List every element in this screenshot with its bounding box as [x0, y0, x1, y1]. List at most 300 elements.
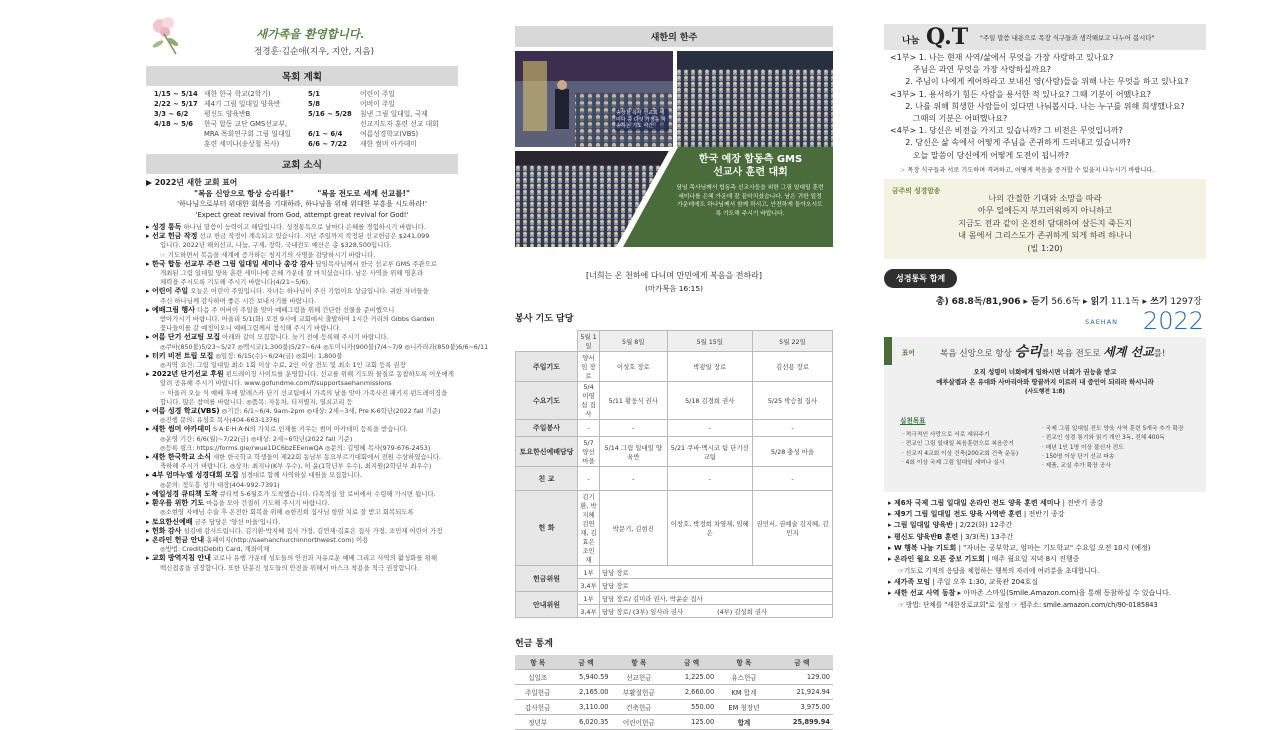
- stats-cell: 정년부: [515, 715, 560, 730]
- team-text-a: 담당 장로/ 김미라 권사, 박윤순 집사: [602, 594, 703, 603]
- qt-line: <4부> 1. 당신은 비전을 가지고 있습니까? 그 비전은 무엇입니까?: [890, 126, 1123, 136]
- plan-item: 훈련 세미나(송상철 목사): [204, 140, 280, 148]
- service-date: 5월 22일: [752, 331, 832, 352]
- qt-line: 오늘 말씀이 당신에게 어떻게 도전이 됩니까?: [890, 150, 1069, 160]
- reading-write-label: ▸ 쓰기: [1142, 296, 1168, 307]
- plan-item: 선교지도자 훈련 선교 대회: [360, 120, 439, 128]
- news-item: [146, 223, 458, 232]
- practice-title: 실천목표: [900, 416, 926, 425]
- plan-row: [154, 89, 458, 99]
- year-row: [884, 306, 1206, 335]
- verse-ref: (마가복음 16:15): [645, 284, 703, 293]
- news-item: [146, 398, 458, 407]
- news-item: [146, 536, 458, 545]
- news-heading: ▸ 어린이 주일: [146, 287, 189, 296]
- memory-line: (빌 1:20): [1027, 242, 1063, 253]
- news-text: ☞ 기도하면서 복음을 세계에 증거하는 청지기의 사명을 감당하시기 바랍니다.: [160, 250, 376, 259]
- stats-cell: 129.00: [771, 670, 833, 685]
- plan-item: 평신도 양육반B: [204, 110, 251, 118]
- announcement-text: | 2/22(화) 12주간: [955, 521, 1013, 530]
- news-item: [146, 306, 458, 315]
- news-text: ◎쿠바(850불)5/23~5/27 ◎멕시코(1,300불)5/27~6/4 ◎도미니카(900불)7/4~7/9 ◎니카라과(850불)6/6~6/11: [160, 342, 489, 351]
- news-item: [146, 545, 458, 554]
- stats-row: [515, 700, 833, 715]
- service-cell: -: [752, 420, 832, 437]
- motto-win: 승리: [1014, 343, 1042, 360]
- plan-date: 5/16 ~ 5/28: [308, 110, 352, 118]
- announcement-item: [888, 543, 1206, 554]
- service-cell: 박광일 장로: [667, 352, 752, 382]
- practice-item: · 매년 1인 1명 이상 불신자 전도: [1042, 444, 1124, 451]
- service-label: 주일봉사: [516, 420, 578, 437]
- news-item: [146, 564, 458, 573]
- news-item: [146, 435, 458, 444]
- practice-item: · 제품, 교실 추가 확장 공사: [1042, 463, 1111, 470]
- service-cell: -: [600, 420, 668, 437]
- news-text: ☞ 아울러 오늘 식 예배 후에 알래스카 단기 선교팀에서 가족의 날을 맞아 가족사진 패키지 펀드레이징을: [160, 388, 448, 397]
- news-text: ◎기간: 6/1~6/4, 9am-2pm ◎대상: 2세~3세, Pre K-6학년(2022 fall 기준): [221, 407, 441, 416]
- welcome-block: [146, 0, 458, 62]
- service-cell: 이창호, 박정희 차영재, 임혜은: [667, 491, 752, 566]
- news-item: [146, 444, 458, 453]
- announcement-text: | "자녀는 공부학교, 엄마는 기도학교" 수요일 오전 10시 (예정): [958, 544, 1151, 553]
- motto-ref: (사도행전 1:8): [1024, 388, 1066, 395]
- motto-a: 복음 신앙으로 항상: [940, 348, 1012, 359]
- news-text: 펀드레이징 사이트를 운영합니다. 선교를 위해 기도와 물질로 동참하도록 이웃에게: [225, 370, 454, 379]
- photo-collage: [515, 51, 833, 247]
- service-cell: 박문기, 김현진: [600, 491, 668, 566]
- news-heading: ▸ 예배그림 행사: [146, 305, 195, 314]
- team-label: 헌금위원: [516, 566, 578, 592]
- service-cell: -: [667, 420, 752, 437]
- plan-item: MRA 목회연구회 그림 일대일: [204, 130, 292, 138]
- news-item: [146, 389, 458, 398]
- team-row: [516, 566, 833, 579]
- announcement-item: [888, 566, 1206, 577]
- news-text: 큐티책 5-6월호가 도착했습니다. 다목적실 앞 로비에서 수령해 가시면 됩니다.: [219, 489, 436, 498]
- stats-header: 항 목: [515, 655, 560, 670]
- service-cell: -: [600, 467, 668, 491]
- news-text: 새한 한국학교 학생들이 제22회 동남부 동요부르기대회에서 전원 수상하였습니다.: [212, 453, 442, 462]
- qt-line: 주님은 과연 무엇을 가장 사랑하실까요?: [890, 65, 1051, 75]
- plan-row: [154, 99, 458, 109]
- stats-row: [515, 715, 833, 730]
- news-item: [146, 241, 458, 250]
- welcome-names: 정경훈·김순애(지우, 지안, 지음): [254, 47, 374, 57]
- plan-item: 새한 한국 학교(2학기): [204, 90, 271, 98]
- service-cell: -: [667, 467, 752, 491]
- flower-icon: [146, 14, 186, 58]
- service-cell: 5/4 이영섭 집사: [578, 382, 600, 420]
- column-middle: [515, 0, 833, 727]
- news-item: [146, 251, 458, 260]
- service-row: [516, 437, 833, 467]
- memory-line: 지금도 전과 같이 온전히 담대하여 살든지 죽든지: [958, 217, 1132, 228]
- plan-date: 1/15 ~ 5/14: [154, 90, 198, 98]
- motto-tag: 표어: [902, 348, 915, 357]
- announcement-item: [888, 532, 1206, 543]
- service-cell: 5/28 충성 마을: [752, 437, 832, 467]
- news-text: ◎일정: 6/15(수)~6/24(금) ◎회비: 1,800불: [215, 351, 343, 360]
- news-text: 개최된 그림 일대일 양육 훈련 세미나에 은혜 가운데 잘 마치셨습니다. 남은 사역을 위해 영혼과: [160, 269, 424, 278]
- news-heading: ▸ 예일성경 큐티책 도착: [146, 489, 218, 498]
- news-item: [146, 508, 458, 517]
- practice-item: · 전교인 성경 통기와 읽기 개인 3독, 전체 400독: [1042, 435, 1165, 442]
- motto-c: 를!: [1153, 348, 1166, 359]
- plan-date: 6/6 ~ 7/22: [308, 140, 348, 148]
- announcement-heading: ▸ W 행복 나눔 기도회: [888, 544, 957, 553]
- announcement-text: ☞기도로 기적의 응답을 체험하는 행복의 자리에 여러분을 초대합니다.: [898, 566, 1100, 575]
- qt-line: 그때의 기분은 어떠했나요?: [890, 114, 1008, 124]
- stats-cell: 3,110.00: [560, 700, 611, 715]
- stats-cell: 합계: [717, 715, 770, 730]
- motto-verse2: 예루살렘과 온 유대와 사마리아와 땅끝까지 이르러 내 증인이 되리라 하시니라: [936, 377, 1154, 386]
- verse-text: [너희는 온 천하에 다니며 만민에게 복음을 전하라]: [585, 271, 763, 280]
- news-item: [146, 481, 458, 490]
- reading-read-label: ▸ 읽기: [1082, 296, 1108, 307]
- stats-cell: 건축헌금: [612, 700, 667, 715]
- motto-box: [884, 337, 1206, 492]
- news-text: 백신접종을 권장합니다. 또한 단분진 성도들의 안전을 위해서 마스크 착용을 적극 권장합니다.: [160, 563, 419, 572]
- news-text: 하나님 말씀이 능력이고 해답입니다. 성경통독으로 날마다 은혜를 경험하시기 바랍니다.: [183, 223, 427, 231]
- motto-verse: [884, 367, 1206, 397]
- news-heading: ▸ 교회 방역지침 안내: [146, 554, 211, 563]
- stats-header: 금 액: [560, 655, 611, 670]
- news-text: 선교 헌금 작정이 계속되고 있습니다. 지난 주일까지 작정된 선교헌금은 $241,099: [199, 232, 430, 241]
- plan-date: [154, 139, 204, 149]
- qt-line: 2. 주님이 나에게 케어하라고 보내신 영(사람)들을 위해 나는 무엇을 하고 있나요?: [890, 77, 1189, 87]
- service-cell: -: [578, 467, 600, 491]
- news-heading: ▸ 새한 썸머 아카데미: [146, 425, 211, 434]
- reading-write: 1297장: [1170, 296, 1202, 307]
- practice-item: · 국제 그림 일대일 전도 양육 사역 훈련 5개국 추가 확장: [1042, 425, 1184, 432]
- service-label: 수요기도: [516, 382, 578, 420]
- team-text-b: (4부) 김성희 권사: [717, 607, 768, 616]
- stats-cell: 주일헌금: [515, 685, 560, 700]
- news-item: [146, 287, 458, 296]
- news-item: [146, 269, 458, 278]
- plan-date: 5/8: [308, 100, 320, 108]
- team-text: [600, 566, 833, 579]
- stats-row: [515, 670, 833, 685]
- service-header-row: [516, 331, 833, 352]
- year-number: 2022: [1142, 306, 1204, 335]
- service-corner: [516, 331, 578, 352]
- service-date: 5월 15일: [667, 331, 752, 352]
- service-cell: 5/21 쿠바·멕시코 팀 단기선교팀: [667, 437, 752, 467]
- service-cell: -: [752, 467, 832, 491]
- reading-listen: 56.6독: [1051, 296, 1081, 307]
- announcement-item: [888, 554, 1206, 565]
- news-text: 코로나 유행 가운데 성도들의 안전과 자유로운 예배 그리고 사역의 활성화를 위해: [212, 554, 438, 563]
- service-title: 봉사 기도 담당: [515, 314, 574, 324]
- practice-right: [1042, 425, 1204, 472]
- news-title: 교회 소식: [146, 154, 458, 174]
- news-item: [146, 527, 458, 536]
- theme-line1a: "복음 신앙으로 항상 승리를!": [194, 189, 294, 198]
- news-text: 주신 하나님께 감사하며 좋은 시간 보내시기를 바랍니다.: [160, 296, 317, 305]
- stats-cell: 25,899.94: [771, 715, 833, 730]
- news-heading: ▸ 한국 합동 선교부 주관 그림 일대일 세미나 총강 감사: [146, 259, 314, 268]
- news-item: [146, 471, 458, 480]
- announcement-item: [888, 577, 1206, 588]
- theme-line1b: "복음 전도로 세계 선교를!": [317, 189, 410, 198]
- column-right: [884, 0, 1206, 699]
- team-text-a: 담당 장로/ (3부) 임사라 권사: [602, 607, 684, 616]
- qt-questions: [884, 52, 1206, 162]
- motto-verse1: 오직 성령이 너희에게 임하시면 너희가 권능을 받고: [973, 367, 1117, 376]
- news-item: [146, 260, 458, 269]
- service-label: 친 교: [516, 467, 578, 491]
- team-row: [516, 592, 833, 605]
- service-cell: -: [578, 420, 600, 437]
- news-heading: ▸ 환우를 위한 기도: [146, 499, 205, 508]
- year-label: SAEHAN: [1085, 317, 1118, 326]
- announcement-heading: ▸ 제6차 국제 그림 일대일 온라인 전도 양육 훈련 세미나: [888, 498, 1061, 507]
- announcement-heading: ▸ 제9기 그림 일대일 전도 양육 사역반 훈련: [888, 510, 1022, 519]
- stats-cell: 2,660.00: [666, 685, 717, 700]
- qt-line: <3부> 1. 용서하기 힘든 사람을 용서한 적 있나요? 그때 기분이 어땠나요?: [890, 89, 1151, 99]
- team-part: 3,4부: [578, 579, 600, 592]
- practice-item: · 4회 이상 국제 그림 일대일 세미나 실시: [902, 460, 1005, 467]
- service-cell: 김선용 장로: [752, 352, 832, 382]
- news-heading: ▸ 토요한신예배: [146, 517, 193, 526]
- stats-cell: 550.00: [666, 700, 717, 715]
- service-label: 헌 화: [516, 491, 578, 566]
- stats-cell: 6,020.35: [560, 715, 611, 730]
- stats-cell: 5,940.59: [560, 670, 611, 685]
- news-heading: ▸ 4부 엄마누엘 성경대회 모집: [146, 471, 239, 480]
- news-text: ◎문의: 정도흥 성가 대장(404-992-7391): [160, 480, 280, 489]
- news-item: [146, 490, 458, 499]
- service-cell: 5/11 황웅식 권사: [600, 382, 668, 420]
- stats-cell: 감사헌금: [515, 700, 560, 715]
- plan-item: 제4기 그림 일대일 양육반: [204, 100, 281, 108]
- stats-cell: 선교헌금: [612, 670, 667, 685]
- stats-cell: 1,225.00: [666, 670, 717, 685]
- news-item: [146, 554, 458, 563]
- team-text: [600, 579, 833, 592]
- plan-row: [154, 129, 458, 139]
- theme-heading: ▶ 2022년 새한 교회 표어: [146, 178, 238, 187]
- welcome-title: 새가족을 환영합니다.: [256, 27, 364, 41]
- qt-note: ☞ 목장 식구들과 서로 기도하며 격려하고, 어떻게 복음을 증거할 수 있을지 나누시기 바랍니다.: [900, 166, 1155, 174]
- plan-date: 5/1: [308, 90, 320, 98]
- news-heading: ▸ 터키 비전 트립 모집: [146, 351, 214, 360]
- announcement-item: [888, 498, 1206, 509]
- qt-line: 2. 나를 위해 희생한 사람들이 있다면 나눠봅시다. 나는 누구를 위해 희생했나요?: [890, 101, 1185, 111]
- reading-stats: [884, 294, 1206, 307]
- service-cell: 김기환, 박지혜 김연재, 김효은 조민재: [578, 491, 600, 566]
- practice-item: · 150명 이상 단기 선교 파송: [1042, 454, 1115, 461]
- theme-block: [146, 177, 458, 221]
- news-text: 받아가시기 바랍니다. 어울리 5/1(화) 오전 9시에 교회에서 출발하여 1시간 거리의 Gibbs Garden: [160, 315, 435, 324]
- news-item: [146, 425, 458, 434]
- team-label: 안내위원: [516, 592, 578, 618]
- qt-line: 2. 당신은 삶 속에서 어떻게 주님을 존귀하게 드러내고 있습니까?: [890, 138, 1131, 148]
- verse-block: [515, 269, 833, 295]
- service-table: [515, 330, 833, 618]
- news-text: 다음 주 어버이 주일을 맞아 예배그림을 위해 간단한 선물을 준비했으니: [197, 305, 395, 314]
- photo-title: 새한의 한주: [515, 26, 833, 47]
- announcement-list: [884, 498, 1206, 611]
- practice-item: · 전교인 그림 일대일 복음훈련으로 복음증거: [902, 441, 1014, 448]
- stats-header: 항 목: [717, 655, 770, 670]
- news-item: [146, 379, 458, 388]
- announcement-item: [888, 509, 1206, 520]
- qt-line: <1부> 1. 나는 현재 사역/삶에서 무엇을 가장 사랑하고 있나요?: [890, 53, 1114, 62]
- plan-item: 한국 합동 교단 GMS선교부,: [204, 120, 288, 128]
- news-text: S·A·E·H·A·N의 가치로 인재를 키우는 썸머 아카데미 등록을 받습니다.: [212, 425, 408, 434]
- news-heading: ▸ 성경 통독: [146, 223, 182, 231]
- news-item: [146, 342, 489, 352]
- service-row: [516, 420, 833, 437]
- stats-cell: KM 합계: [717, 685, 770, 700]
- news-heading: ▸ 온라인 헌금 안내: [146, 535, 205, 544]
- service-label: 토요한신예배담당: [516, 437, 578, 467]
- plan-date: 3/3 ~ 6/2: [154, 110, 189, 118]
- plan-date: 2/22 ~ 5/17: [154, 100, 198, 108]
- news-item: [146, 499, 458, 508]
- announcement-heading: ▸ 새가족 모임: [888, 577, 931, 586]
- service-cell: 5/25 박승철 집사: [752, 382, 832, 420]
- announcement-heading: ▸ 그림 일대일 양육반: [888, 521, 953, 530]
- practice-item: · 적극적인 사랑으로 서로 세워주기: [902, 431, 990, 438]
- announcement-text: ☞ 방법: 단체를 "새한장로교회"로 설정 ☞ 웹주소: smile.amazon.com/ch/90-0185843: [898, 600, 1158, 609]
- memory-tag: 금주의 성경암송: [892, 186, 941, 195]
- news-item: [146, 352, 458, 361]
- news-text: ◎진행 문의: 유성호 목사(404-663-1376): [160, 416, 280, 425]
- team-text: [600, 592, 833, 605]
- news-text: 담임목사님께서 한국 선교부 GMS 주관으로: [315, 259, 437, 268]
- service-date: 5월 8일: [600, 331, 668, 352]
- news-heading: ▸ 여름 단기 선교팀 모집: [146, 333, 221, 342]
- news-text: 알려 공유해 주시기 바랍니다. www.gofundme.com/f/supportsaehanmissions: [160, 379, 392, 388]
- news-text: ◎방법: Credit(Debit) Card, 계좌이체: [160, 545, 270, 554]
- news-item: [146, 453, 458, 462]
- banner-text: 담임 목사님께서 합동측 선교사들을 위한 그림 일대일 훈련 세미나를 은혜 가운데 잘 끝마치셨습니다. 남은 귀한 일정 가운데에도 하나님께서 함께 하시고, 안전하게 돌아오시도록 기도해 주시기 바랍니다.: [676, 185, 824, 217]
- news-text: 성경대로 합께 사역하실 대원을 모집합니다.: [240, 471, 362, 480]
- qt-sub: "주일 말씀 내용으로 목장 식구들과 생각해보고 나누어 봅시다": [980, 34, 1155, 42]
- news-item: [146, 333, 458, 342]
- service-row: [516, 352, 833, 382]
- motto-accent: [884, 337, 892, 365]
- stats-cell: 21,924.94: [771, 685, 833, 700]
- stats-header: 금 액: [666, 655, 717, 670]
- news-item: [146, 407, 458, 416]
- team-part: 1부: [578, 592, 600, 605]
- announcement-text: | 매주 월요일 저녁 8시 진행중: [987, 555, 1080, 564]
- news-text: ◎등록 링크: https://forms.gle/rwue1DC6bzEEenwQA ◎문의: 김영혜 목사(979-676-2453): [160, 443, 431, 452]
- announcement-item: [888, 588, 1206, 599]
- reading-read: 11.1독: [1110, 296, 1140, 307]
- news-text: 입니다. 2022년 해외선교, 나눔, 구제, 장학, 국내전도 예산은 총 $328,500입니다.: [160, 241, 392, 250]
- service-cell: 5/14 그림 일대일 양육반: [600, 437, 668, 467]
- news-item: [146, 297, 458, 306]
- news-text: 섬김에 감사드립니다. 김기환·박지혜 집사 가정, 김연재·김효은 집사 가정, 조민재 어린이 가정: [183, 526, 443, 535]
- news-heading: ▸ 새한 한국학교 소식: [146, 453, 211, 462]
- column-left: [146, 0, 489, 699]
- reading-total-label: 총): [935, 296, 949, 307]
- plan-title: 목회 계획: [146, 66, 458, 86]
- announcement-item: [888, 520, 1206, 531]
- qt-big: Q.T: [926, 24, 969, 50]
- banner-title-line2: 선교사 훈련 대회: [713, 167, 788, 178]
- news-heading: ▸ 선교 헌금 작정: [146, 232, 198, 241]
- stats-cell: 십일조: [515, 670, 560, 685]
- service-cell: 이성호 장로: [600, 352, 668, 382]
- reading-badge: 성경통독 합계: [884, 269, 957, 288]
- team-text-a: 담당 장로: [602, 568, 629, 577]
- team-part: 1부: [578, 566, 600, 579]
- plan-date: [308, 119, 360, 129]
- stats-cell: EM 청장년: [717, 700, 770, 715]
- practice-item: · 선교지 4교회 이상 건축(200교회 건축 운동): [902, 450, 1019, 457]
- news-text: 꽃나들이를 갈 예정이오니 예배그림께서 참석해 주시기 바랍니다.: [160, 324, 341, 333]
- photo-caption: 송상철 목사 선교회 세미나 중 다섯 가정을 파송하는 기도 시간: [615, 109, 669, 131]
- qt-header: [884, 24, 1206, 50]
- plan-date: [154, 129, 204, 139]
- plan-date: 4/18 ~ 5/6: [154, 120, 194, 128]
- motto-line: [940, 341, 1165, 361]
- news-text: ◎운영 기간: 6/6(월)~7/22(금) ◎대상: 2세~6학년(2022 fall 기준): [160, 434, 353, 443]
- announcement-heading: ▸ 평신도 양육반B 훈련: [888, 532, 959, 541]
- memory-box: [884, 179, 1206, 259]
- stats-cell: 어린이헌금: [612, 715, 667, 730]
- plan-item: 여름성경학교(VBS): [360, 130, 419, 138]
- banner-title: [673, 153, 828, 179]
- service-cell: 5/18 김경희 권사: [667, 382, 752, 420]
- announcement-text: | 주일 오후 1:30, 교육관 204호실: [932, 577, 1039, 586]
- announcement-text: ▸ 아마존 스마일(Smile.Amazon.com)을 통해 동참하실 수 있습니다.: [957, 589, 1172, 598]
- service-row: [516, 491, 833, 566]
- stats-cell: 3,975.00: [771, 700, 833, 715]
- announcement-text: | 전반기 종강: [1062, 498, 1104, 507]
- news-text: ◎지역 요건: 그림 일대일 최소 1회 이상 수료, 2인 이상 전도 및 최소 1인 교회 등록 권장: [160, 361, 406, 370]
- news-text: 축하해 주시기 바랍니다. ◎상자: 최지나(K부 우수), 허 윤(1학년부 우수), 최지원(2학년부 최우수): [160, 462, 432, 471]
- stats-cell: 유스헌금: [717, 670, 770, 685]
- plan-row: [154, 109, 458, 119]
- theme-line3: 'Expect great revival from God, attempt great revival for God!': [195, 211, 409, 219]
- service-date: 5월 1일: [578, 331, 600, 352]
- stats-table: [515, 655, 833, 730]
- plan-row: [154, 139, 458, 149]
- news-text: 아래와 같이 모집합니다. 늦기 전에 등록해 주시기 바랍니다.: [222, 333, 389, 342]
- motto-world: 세계 선교: [1103, 344, 1154, 359]
- announcement-heading: ▸ 새한 선교 사역 동참: [888, 589, 956, 598]
- stats-row: [515, 685, 833, 700]
- news-text: 홈페이지(http://saehanchurchinnorthwest.com) 이용: [206, 535, 369, 544]
- news-text: ◎소현영 자매님 수술 후 온전한 회복을 위해 ◎한진희 집사님 항암 치료 잘 받고 회복되도록: [160, 508, 414, 517]
- memory-line: 나의 간절한 기대와 소망을 따라: [988, 192, 1102, 203]
- qt-small: 나눔: [902, 36, 920, 46]
- plan-item: 어린이 주일: [360, 90, 395, 98]
- announcement-item: [888, 600, 1206, 611]
- news-text: 합니다. 많은 참여를 바랍니다. ◎품목: 자동차, 티저별지, 열쇠고리 등: [160, 397, 353, 406]
- announcement-text: | 전반기 종강: [1023, 510, 1065, 519]
- reading-listen-label: ▸ 듣기: [1023, 296, 1049, 307]
- news-item: [146, 315, 458, 324]
- news-item: [146, 361, 458, 370]
- plan-row: [154, 119, 458, 129]
- plan-table: [146, 89, 458, 149]
- news-text: 마음을 모아 간절히 기도해 주시기 바랍니다.: [206, 499, 330, 508]
- banner-title-line1: 한국 예장 합동측 GMS: [698, 154, 803, 165]
- news-text: 금주 담당은 '양선 마을'입니다.: [194, 517, 281, 526]
- team-part: 3,4부: [578, 605, 600, 618]
- news-text: 오늘은 어린이 주일입니다. 자녀는 하나님이 주신 기업이요 상급입니다. 귀한 자녀들을: [190, 287, 429, 296]
- news-heading: ▸ 헌화 감사: [146, 526, 182, 535]
